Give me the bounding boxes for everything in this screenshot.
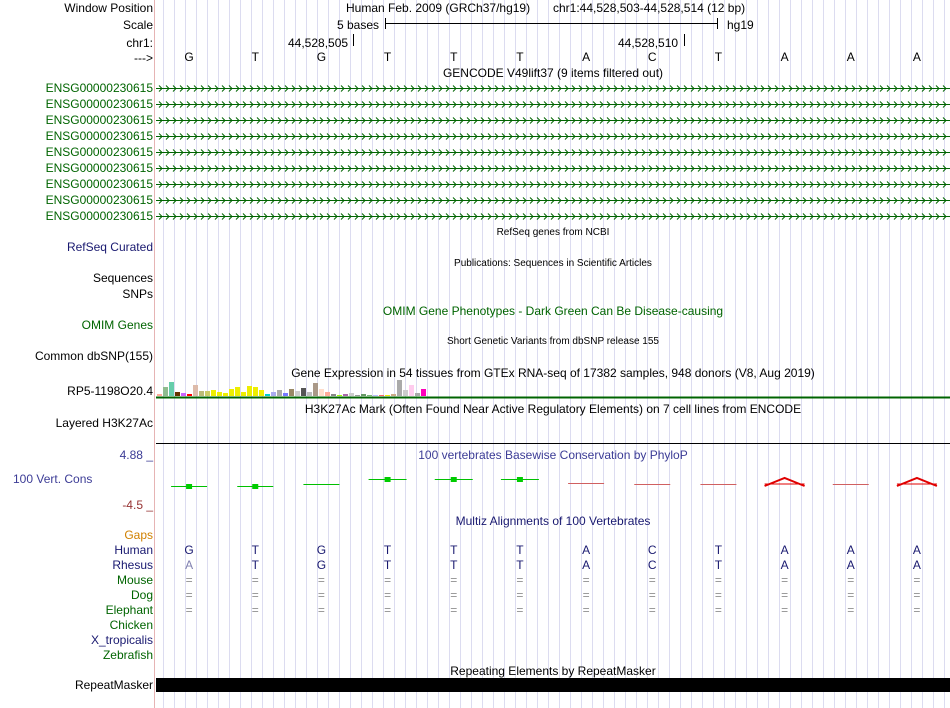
multiz-alignment-base: = bbox=[516, 588, 524, 602]
multiz-alignment-base: = bbox=[185, 573, 193, 587]
multiz-alignment-base: = bbox=[714, 588, 722, 602]
gtex-tissue-bar bbox=[397, 380, 402, 396]
gtex-tissue-bar bbox=[295, 391, 300, 396]
multiz-alignment-base: G bbox=[184, 543, 194, 557]
gtex-gene-label[interactable]: RP5-1198O20.4 bbox=[67, 384, 153, 398]
gtex-tissue-bar bbox=[421, 389, 426, 396]
multiz-species-label[interactable]: Dog bbox=[130, 588, 153, 602]
gaps-label[interactable]: Gaps bbox=[124, 528, 153, 542]
phylop-score-mark bbox=[897, 478, 937, 486]
multiz-alignment-base: = bbox=[384, 573, 392, 587]
gtex-tissue-bar bbox=[277, 390, 282, 396]
multiz-alignment-base: = bbox=[847, 573, 855, 587]
base-letter: T bbox=[383, 50, 392, 64]
gtex-tissue-bar bbox=[223, 393, 228, 396]
multiz-alignment-base: = bbox=[582, 588, 590, 602]
dbsnp-title: Short Genetic Variants from dbSNP release 155 bbox=[447, 336, 659, 347]
repeatmasker-track-label[interactable]: RepeatMasker bbox=[74, 678, 153, 692]
base-letter: T bbox=[251, 50, 259, 64]
multiz-alignment-base: = bbox=[450, 588, 458, 602]
multiz-species-label[interactable]: X_tropicalis bbox=[90, 633, 153, 647]
gtex-tissue-bar bbox=[157, 394, 162, 396]
h3k27ac-title: H3K27Ac Mark (Often Found Near Active Regulatory Elements) on 7 cell lines from ENCODE bbox=[304, 402, 802, 416]
multiz-alignment-base: = bbox=[648, 588, 656, 602]
phylop-score-mark bbox=[765, 478, 805, 486]
phylop-min-label: -4.5 _ bbox=[122, 498, 153, 512]
multiz-alignment-base: T bbox=[516, 543, 524, 557]
gtex-tissue-bar bbox=[403, 390, 408, 396]
multiz-alignment-base: = bbox=[317, 573, 325, 587]
scale-bar bbox=[385, 23, 718, 24]
gtex-title: Gene Expression in 54 tissues from GTEx RNA-seq of 17382 samples, 948 donors (V8, Aug 2019) bbox=[291, 366, 815, 380]
refseq-title: RefSeq genes from NCBI bbox=[496, 227, 610, 238]
phylop-score-mark bbox=[451, 477, 457, 482]
multiz-alignment-base: = bbox=[847, 603, 855, 617]
repeatmasker-bar[interactable] bbox=[156, 678, 950, 692]
multiz-alignment-base: = bbox=[384, 603, 392, 617]
gtex-tissue-bar bbox=[415, 393, 420, 396]
multiz-alignment-base: = bbox=[384, 588, 392, 602]
multiz-alignment-base: = bbox=[582, 603, 590, 617]
gtex-tissue-bar bbox=[229, 389, 234, 396]
multiz-alignment-base: T bbox=[251, 558, 259, 572]
gencode-item-label[interactable]: ENSG00000230615 bbox=[45, 113, 153, 127]
strand-arrow-label[interactable]: ---> bbox=[134, 51, 153, 65]
gencode-item-label[interactable]: ENSG00000230615 bbox=[45, 209, 153, 223]
multiz-alignment-base: = bbox=[913, 573, 921, 587]
phylop-max-label: 4.88 _ bbox=[119, 448, 153, 462]
multiz-alignment-base: = bbox=[450, 573, 458, 587]
multiz-alignment-base: A bbox=[780, 543, 789, 557]
scale-text: 5 bases bbox=[337, 18, 380, 32]
publications-snps-label[interactable]: SNPs bbox=[122, 287, 153, 301]
multiz-alignment-base: T bbox=[516, 558, 524, 572]
refseq-track-label[interactable]: RefSeq Curated bbox=[66, 240, 153, 254]
multiz-alignment-base: T bbox=[383, 558, 392, 572]
phylop-score-mark bbox=[252, 484, 258, 489]
multiz-alignment-base: = bbox=[582, 573, 590, 587]
base-letter: T bbox=[714, 50, 723, 64]
gtex-tissue-bar bbox=[181, 393, 186, 396]
multiz-species-label[interactable]: Chicken bbox=[109, 618, 153, 632]
gencode-item-label[interactable]: ENSG00000230615 bbox=[45, 81, 153, 95]
multiz-alignment-base: T bbox=[450, 558, 458, 572]
multiz-alignment-base: = bbox=[714, 573, 722, 587]
base-letter: C bbox=[647, 50, 657, 64]
multiz-alignment-base: = bbox=[648, 603, 656, 617]
gtex-tissue-bar bbox=[259, 390, 264, 396]
multiz-species-label[interactable]: Mouse bbox=[116, 573, 153, 587]
gtex-tissue-bar bbox=[253, 387, 258, 396]
gtex-tissue-bar bbox=[361, 394, 366, 396]
coord-tick-1 bbox=[353, 34, 354, 46]
gencode-item-label[interactable]: ENSG00000230615 bbox=[45, 145, 153, 159]
label-gutter bbox=[154, 0, 155, 708]
gtex-tissue-bar bbox=[373, 395, 378, 396]
multiz-alignment-base: A bbox=[185, 558, 194, 572]
multiz-alignment-base: = bbox=[781, 603, 789, 617]
gtex-tissue-bar bbox=[313, 383, 318, 396]
scale-bar-left-tick bbox=[385, 18, 386, 29]
gencode-transcripts[interactable] bbox=[156, 80, 950, 224]
gtex-tissue-bar bbox=[193, 385, 198, 396]
phylop-score-mark bbox=[517, 477, 523, 482]
gtex-tissue-bar bbox=[163, 387, 168, 396]
phylop-title: 100 vertebrates Basewise Conservation by PhyloP bbox=[418, 448, 688, 462]
coord-label-1: 44,528,505 bbox=[288, 36, 349, 50]
gtex-tissue-bar bbox=[199, 391, 204, 396]
gtex-tissue-bar bbox=[301, 388, 306, 396]
multiz-alignment-base: G bbox=[316, 558, 327, 572]
phylop-track-label[interactable]: 100 Vert. Cons bbox=[13, 472, 93, 486]
multiz-alignment-base: = bbox=[913, 588, 921, 602]
gtex-tissue-bar bbox=[343, 394, 348, 396]
gtex-tissue-bar bbox=[319, 389, 324, 396]
multiz-alignment-base: A bbox=[582, 558, 591, 572]
gencode-title: GENCODE V49lift37 (9 items filtered out) bbox=[442, 66, 664, 80]
gtex-tissue-bar bbox=[205, 391, 210, 396]
multiz-alignment-base: = bbox=[516, 573, 524, 587]
gtex-tissue-bar bbox=[169, 382, 174, 396]
gtex-tissue-bar bbox=[355, 395, 360, 396]
coord-tick-2 bbox=[684, 34, 685, 46]
omim-track-label[interactable]: OMIM Genes bbox=[81, 318, 153, 332]
gencode-item-label[interactable]: ENSG00000230615 bbox=[45, 177, 153, 191]
base-letter: A bbox=[846, 50, 855, 64]
multiz-alignment-base: = bbox=[251, 588, 259, 602]
multiz-alignment-base: A bbox=[912, 558, 921, 572]
multiz-alignment-base: = bbox=[913, 603, 921, 617]
publications-title: Publications: Sequences in Scientific Articles bbox=[454, 258, 652, 269]
gtex-tissue-bar bbox=[187, 394, 192, 396]
base-letter: T bbox=[450, 50, 458, 64]
gtex-tissue-bar bbox=[409, 385, 414, 396]
base-letter: T bbox=[516, 50, 524, 64]
multiz-species-label[interactable]: Zebrafish bbox=[102, 648, 153, 662]
multiz-alignment-base: = bbox=[450, 603, 458, 617]
multiz-alignment-base: T bbox=[383, 543, 392, 557]
multiz-alignment-base: = bbox=[781, 573, 789, 587]
phylop-score-mark bbox=[385, 477, 391, 482]
gtex-tissue-bar bbox=[307, 392, 312, 396]
gtex-tissue-bar bbox=[325, 392, 330, 396]
gtex-tissue-bar bbox=[379, 395, 384, 396]
window-position-label: Window Position bbox=[64, 1, 153, 15]
scale-bar-right-tick bbox=[717, 18, 718, 29]
multiz-alignment-base: = bbox=[185, 588, 193, 602]
position-readout[interactable]: chr1:44,528,503-44,528,514 (12 bp) bbox=[553, 1, 746, 15]
multiz-species-label[interactable]: Human bbox=[114, 543, 153, 557]
multiz-alignment-base: C bbox=[647, 543, 657, 557]
multiz-alignment-base: T bbox=[450, 543, 458, 557]
gencode-item-label[interactable]: ENSG00000230615 bbox=[45, 97, 153, 111]
phylop-score-mark bbox=[186, 484, 192, 489]
gencode-item-label[interactable]: ENSG00000230615 bbox=[45, 193, 153, 207]
publications-sequences-label[interactable]: Sequences bbox=[92, 271, 153, 285]
multiz-alignment-base: = bbox=[781, 588, 789, 602]
multiz-alignment-base: A bbox=[846, 558, 855, 572]
multiz-alignment-base: = bbox=[251, 573, 259, 587]
multiz-alignment-base: = bbox=[847, 588, 855, 602]
multiz-species-label[interactable]: Elephant bbox=[105, 603, 153, 617]
multiz-alignment-base: C bbox=[647, 558, 657, 572]
multiz-alignment-base: = bbox=[714, 603, 722, 617]
multiz-alignment-base: = bbox=[185, 603, 193, 617]
base-letter: A bbox=[912, 50, 921, 64]
multiz-alignment-base: = bbox=[648, 573, 656, 587]
base-letter: A bbox=[780, 50, 789, 64]
multiz-alignment-base: = bbox=[516, 603, 524, 617]
db-label: hg19 bbox=[727, 18, 754, 32]
gtex-tissue-bar bbox=[331, 394, 336, 396]
gtex-tissue-bar bbox=[283, 393, 288, 396]
base-letter: A bbox=[582, 50, 591, 64]
multiz-alignment-base: T bbox=[714, 543, 723, 557]
multiz-alignment-base: A bbox=[780, 558, 789, 572]
gtex-tissue-bar bbox=[385, 395, 390, 396]
gtex-tissue-bar bbox=[337, 395, 342, 396]
multiz-alignment-base: A bbox=[582, 543, 591, 557]
gtex-tissue-bar bbox=[289, 389, 294, 396]
multiz-alignment-base: = bbox=[317, 603, 325, 617]
multiz-alignment-base: = bbox=[251, 603, 259, 617]
gencode-item-label[interactable]: ENSG00000230615 bbox=[45, 161, 153, 175]
multiz-alignment-base: T bbox=[714, 558, 723, 572]
scale-label: Scale bbox=[122, 18, 153, 32]
gtex-tissue-bar bbox=[247, 386, 252, 396]
gtex-tissue-bar bbox=[241, 392, 246, 396]
gtex-tissue-bar bbox=[175, 392, 180, 396]
gtex-expression-bars[interactable] bbox=[156, 378, 950, 399]
gtex-tissue-bar bbox=[349, 393, 354, 396]
gencode-item-label[interactable]: ENSG00000230615 bbox=[45, 129, 153, 143]
multiz-alignment-base: A bbox=[912, 543, 921, 557]
multiz-alignment-base: G bbox=[316, 543, 327, 557]
h3k27ac-track-label[interactable]: Layered H3K27Ac bbox=[55, 416, 153, 430]
assembly-title: Human Feb. 2009 (GRCh37/hg19) bbox=[346, 1, 531, 15]
multiz-title: Multiz Alignments of 100 Vertebrates bbox=[455, 514, 651, 528]
omim-title: OMIM Gene Phenotypes - Dark Green Can Be Disease-causing bbox=[382, 304, 724, 318]
gtex-tissue-bar bbox=[235, 387, 240, 396]
gtex-tissue-bar bbox=[217, 392, 222, 396]
dbsnp-track-label[interactable]: Common dbSNP(155) bbox=[34, 349, 153, 363]
multiz-alignment-base: = bbox=[317, 588, 325, 602]
base-letter: G bbox=[316, 50, 327, 64]
h3k27ac-baseline bbox=[156, 443, 950, 444]
gtex-tissue-bar bbox=[271, 392, 276, 396]
repeatmasker-title: Repeating Elements by RepeatMasker bbox=[450, 664, 656, 678]
multiz-alignment-base: A bbox=[846, 543, 855, 557]
coord-label-2: 44,528,510 bbox=[618, 36, 679, 50]
gtex-tissue-bar bbox=[367, 395, 372, 396]
multiz-alignment-base: T bbox=[251, 543, 259, 557]
base-letter: G bbox=[184, 50, 194, 64]
gtex-tissue-bar bbox=[211, 390, 216, 396]
chr-label: chr1: bbox=[126, 36, 153, 50]
gtex-tissue-bar bbox=[265, 394, 270, 396]
multiz-species-label[interactable]: Rhesus bbox=[112, 558, 153, 572]
gtex-tissue-bar bbox=[391, 394, 396, 396]
phylop-conservation-plot[interactable] bbox=[156, 460, 950, 504]
